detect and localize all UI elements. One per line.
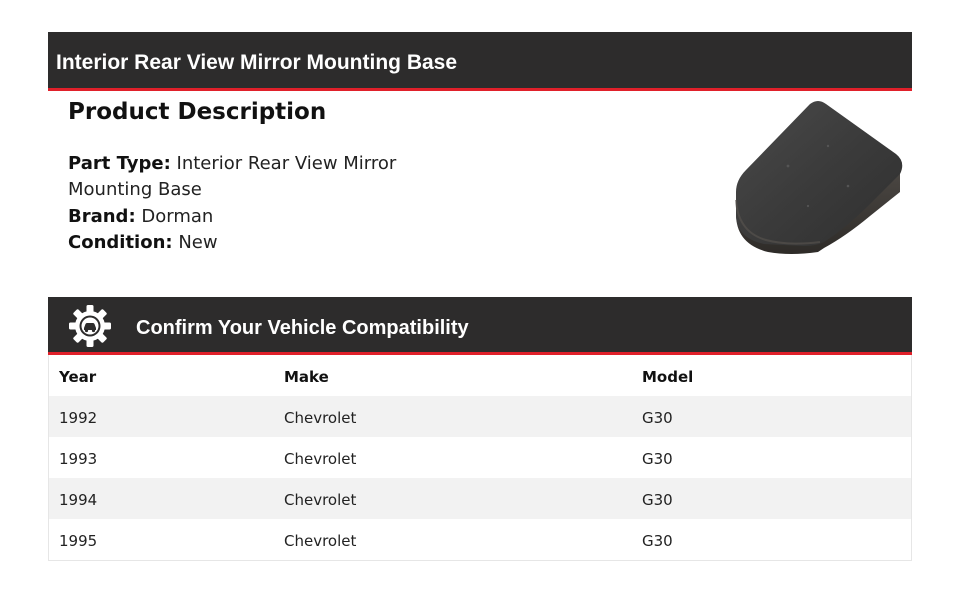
part-type-line (68, 151, 428, 204)
year-cell: 1994 (59, 491, 98, 509)
product-title-bar (48, 32, 912, 91)
column-header-model: Model (642, 368, 694, 386)
column-header-year: Year (59, 368, 97, 386)
make-cell: Chevrolet (284, 491, 357, 509)
year-cell: 1995 (59, 532, 98, 550)
condition-value: New (178, 231, 218, 253)
model-cell: G30 (642, 409, 673, 427)
brand-line (68, 204, 428, 230)
model-cell: G30 (642, 532, 673, 550)
condition-label: Condition: (68, 231, 173, 253)
table-row (49, 437, 911, 478)
part-type-label: Part Type: (68, 153, 171, 174)
table-row (49, 396, 911, 437)
make-cell: Chevrolet (284, 409, 357, 427)
product-image (728, 96, 908, 260)
model-cell: G30 (642, 491, 673, 509)
table-row (49, 478, 911, 519)
product-description (68, 151, 428, 256)
brand-label: Brand: (68, 205, 136, 227)
compatibility-table (48, 355, 912, 561)
table-header-row (49, 355, 911, 396)
table-row (49, 519, 911, 560)
year-cell: 1992 (59, 409, 98, 427)
compatibility-bar (48, 297, 912, 355)
make-cell: Chevrolet (284, 532, 357, 550)
condition-line (68, 230, 428, 256)
brand-value: Dorman (141, 205, 214, 227)
product-description-heading: Product Description (68, 99, 327, 125)
column-header-make: Make (284, 368, 329, 386)
year-cell: 1993 (59, 450, 98, 468)
compatibility-title: Confirm Your Vehicle Compatibility (136, 317, 469, 339)
gear-car-icon (67, 303, 113, 349)
product-title: Interior Rear View Mirror Mounting Base (56, 51, 458, 74)
make-cell: Chevrolet (284, 450, 357, 468)
model-cell: G30 (642, 450, 673, 468)
part-type-value: Interior Rear View Mirror Mounting Base (68, 153, 397, 201)
